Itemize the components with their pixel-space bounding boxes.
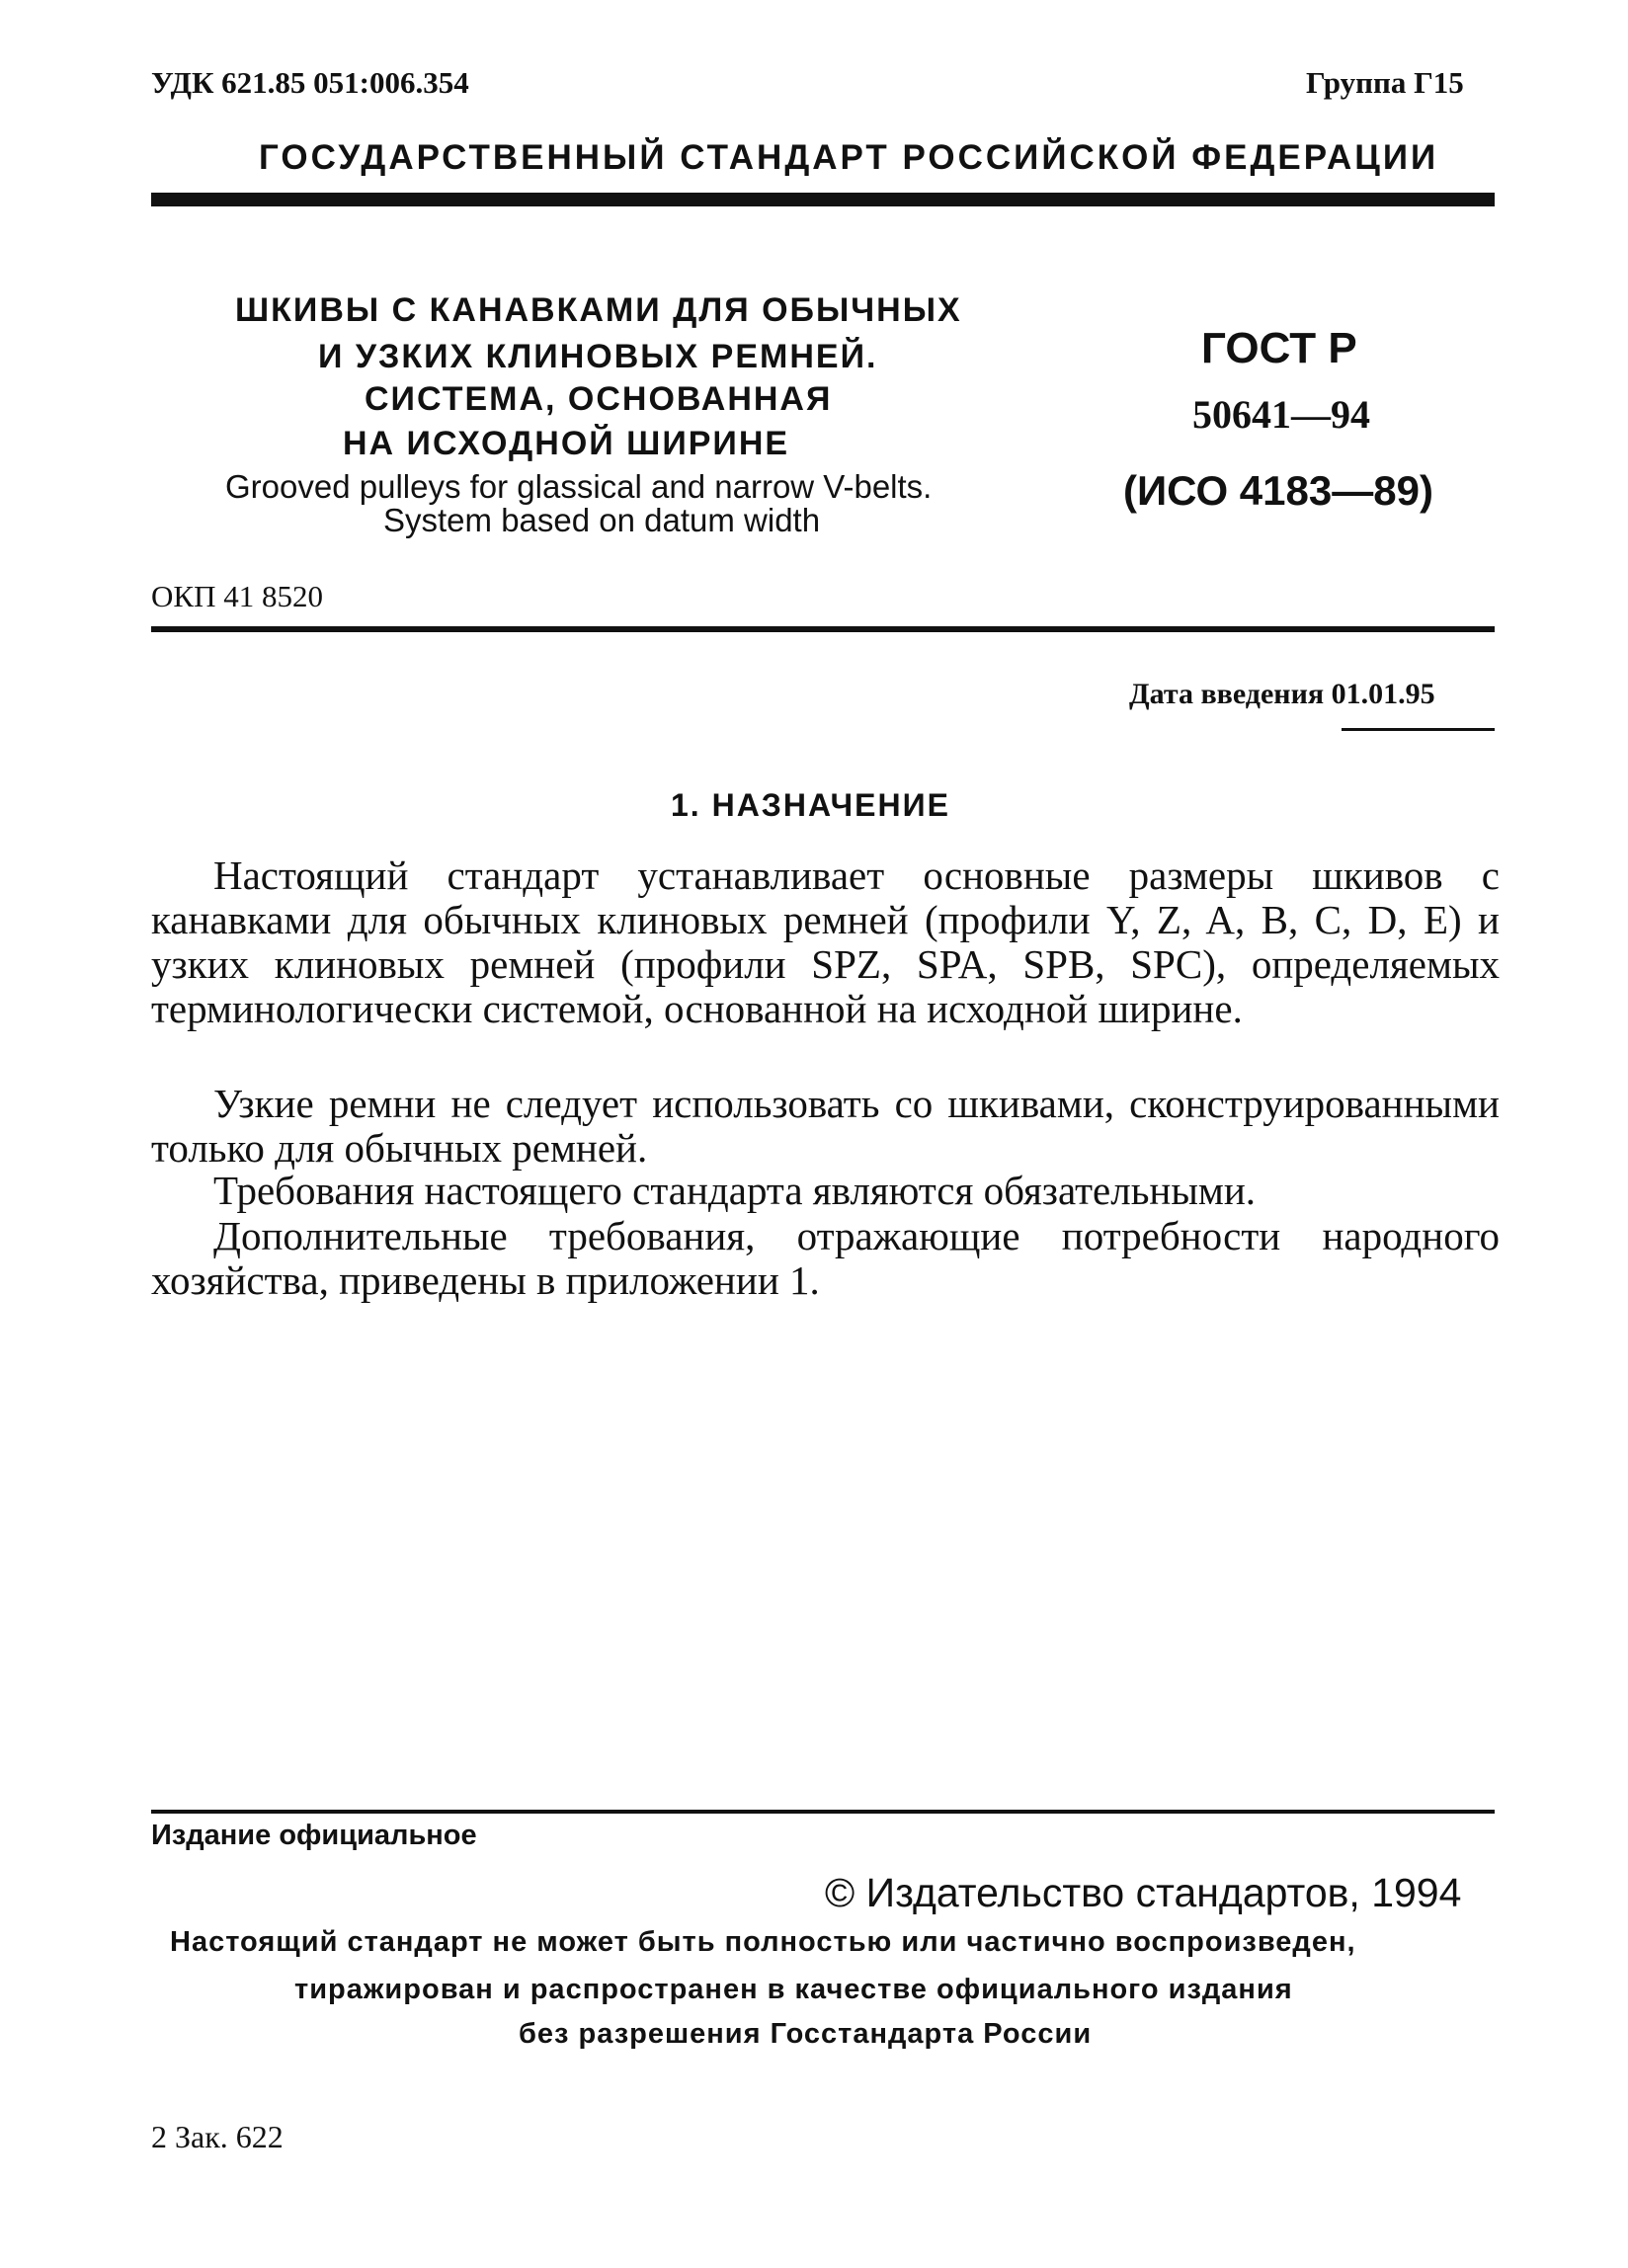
notice-line-1: Настоящий стандарт не может быть полностью или частично воспроизведен, [170,1926,1356,1958]
section-heading: 1. НАЗНАЧЕНИЕ [671,787,950,823]
paragraph: Требования настоящего стандарта являются обязательными. [213,1168,1257,1213]
paragraph: Настоящий стандарт устанавливает основные размеры шкивов с канавками для обычных клиновых ремней (профили Y, Z, A, B, C, D, E) и узких клиновых ремней (профили SPZ, SPA, SPB, SPC), определяемых терминологически системой, основанной на исходной ширине. [151,852,1500,1031]
gost-number: 50641—94 [1192,392,1370,437]
notice-line-3: без разрешения Госстандарта России [519,2018,1093,2050]
title-ru-line-2: И УЗКИХ КЛИНОВЫХ РЕМНЕЙ. [318,338,878,375]
copyright-line: © Издательство стандартов, 1994 [825,1870,1462,1915]
order-number: 2 Зак. 622 [151,2119,284,2154]
udk-code: УДК 621.85 051:006.354 [151,65,469,100]
date-underline [1342,728,1495,731]
title-ru-line-4: НА ИСХОДНОЙ ШИРИНЕ [343,425,790,462]
okp-rule [151,626,1495,632]
footer-rule [151,1810,1495,1814]
header-thick-rule [151,193,1495,206]
state-standard-banner: ГОСУДАРСТВЕННЫЙ СТАНДАРТ РОССИЙСКОЙ ФЕДЕРАЦИИ [259,138,1439,177]
group-code: Группа Г15 [1306,65,1464,100]
title-ru-line-1: ШКИВЫ С КАНАВКАМИ ДЛЯ ОБЫЧНЫХ [235,291,962,329]
paragraph: Дополнительные требования, отражающие потребности народного хозяйства, приведены в приложении 1. [151,1213,1500,1303]
iso-number: (ИСО 4183—89) [1123,467,1433,514]
notice-line-2: тиражирован и распространен в качестве официального издания [294,1974,1293,2005]
title-en-line-2: System based on datum width [383,502,821,538]
gost-label: ГОСТ Р [1201,324,1357,372]
official-edition-label: Издание официальное [151,1820,477,1851]
okp-code: ОКП 41 8520 [151,579,323,613]
title-ru-line-3: СИСТЕМА, ОСНОВАННАЯ [365,380,833,418]
introduction-date: Дата введения 01.01.95 [1129,678,1435,710]
paragraph: Узкие ремни не следует использовать со шкивами, сконструированными только для обычных ремней. [151,1081,1500,1171]
title-en-line-1: Grooved pulleys for glassical and narrow V-belts. [225,468,933,505]
